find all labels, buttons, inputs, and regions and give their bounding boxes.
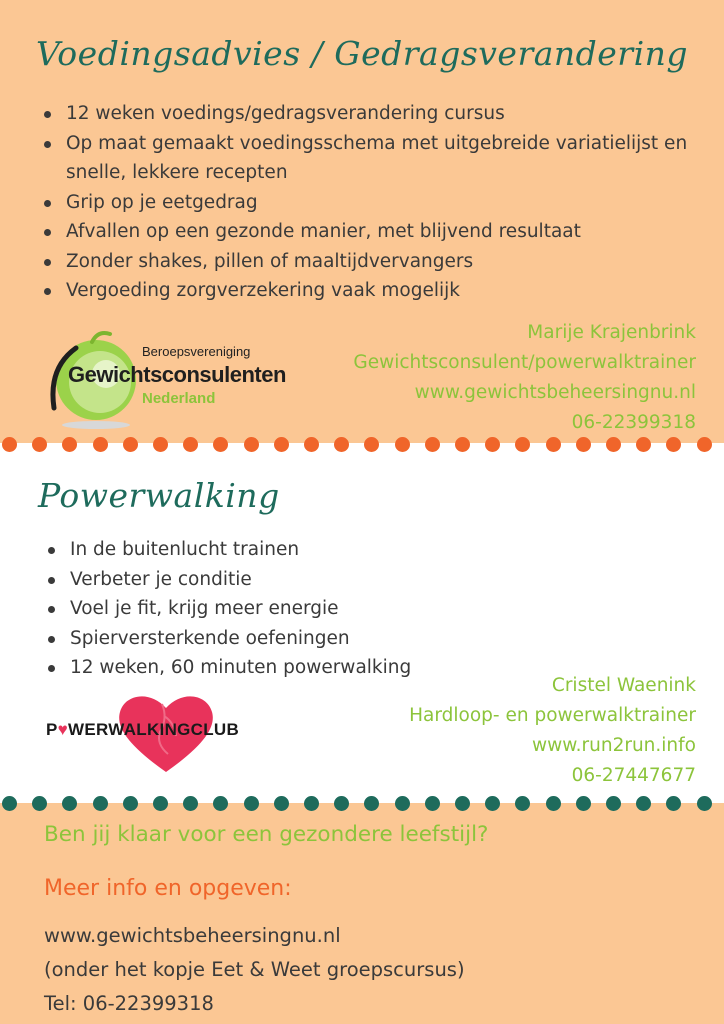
divider-dot	[364, 437, 379, 452]
contact-name: Cristel Waenink	[551, 675, 696, 696]
divider-dot	[213, 796, 228, 811]
divider-dot	[213, 437, 228, 452]
divider-dot	[93, 437, 108, 452]
divider-dot	[395, 437, 410, 452]
divider-dot	[244, 796, 259, 811]
list-item: Op maat gemaakt voedingsschema met uitgebreide variatielijst en snelle, lekkere recepten	[40, 129, 710, 188]
divider-dot	[153, 796, 168, 811]
divider-dot	[123, 796, 138, 811]
dotted-divider-teal	[0, 796, 724, 812]
cta-website[interactable]: www.gewichtsbeheersingnu.nl	[44, 924, 341, 947]
divider-dot	[153, 437, 168, 452]
divider-dot	[485, 437, 500, 452]
contact-phone: 06-22399318	[571, 412, 696, 433]
divider-dot	[666, 437, 681, 452]
divider-dot	[425, 437, 440, 452]
divider-dot	[183, 437, 198, 452]
logo-line-3: Nederland	[142, 390, 216, 407]
dotted-divider-orange	[0, 437, 724, 453]
divider-dot	[636, 796, 651, 811]
divider-dot	[697, 437, 712, 452]
logo-line-2: Gewichtsconsulenten	[68, 362, 286, 387]
list-item: 12 weken, 60 minuten powerwalking	[44, 653, 504, 683]
small-heart-icon: ♥	[57, 720, 69, 739]
contact-website[interactable]: www.gewichtsbeheersingnu.nl	[414, 382, 696, 403]
divider-dot	[364, 796, 379, 811]
divider-dot	[666, 796, 681, 811]
list-item: Spierversterkende oefeningen	[44, 624, 504, 654]
divider-dot	[334, 796, 349, 811]
divider-dot	[244, 437, 259, 452]
divider-dot	[304, 437, 319, 452]
contact-role: Hardloop- en powerwalktrainer	[409, 705, 696, 726]
divider-dot	[455, 796, 470, 811]
nutrition-contact	[353, 318, 696, 438]
divider-dot	[425, 796, 440, 811]
powerwalking-title: Powerwalking	[38, 476, 280, 515]
powerwalking-bullets	[44, 535, 504, 683]
divider-dot	[515, 796, 530, 811]
divider-dot	[606, 437, 621, 452]
divider-dot	[455, 437, 470, 452]
divider-dot	[546, 437, 561, 452]
contact-phone: 06-27447677	[571, 765, 696, 786]
divider-dot	[2, 437, 17, 452]
logo-line-1: Beroepsvereniging	[142, 344, 251, 359]
divider-dot	[274, 796, 289, 811]
divider-dot	[576, 437, 591, 452]
divider-dot	[636, 437, 651, 452]
divider-dot	[485, 796, 500, 811]
nutrition-bullets	[40, 99, 710, 306]
list-item: Grip op je eetgedrag	[40, 188, 710, 218]
contact-name: Marije Krajenbrink	[527, 322, 696, 343]
divider-dot	[304, 796, 319, 811]
divider-dot	[576, 796, 591, 811]
contact-role: Gewichtsconsulent/powerwalktrainer	[353, 352, 696, 373]
list-item: In de buitenlucht trainen	[44, 535, 504, 565]
cta-note: (onder het kopje Eet & Weet groepscursus)	[44, 958, 465, 981]
powerwalkingclub-logo	[46, 692, 286, 774]
divider-dot	[32, 437, 47, 452]
list-item: Vergoeding zorgverzekering vaak mogelijk	[40, 276, 710, 306]
list-item: Zonder shakes, pillen of maaltijdvervangers	[40, 247, 710, 277]
divider-dot	[123, 437, 138, 452]
cta-heading: Meer info en opgeven:	[44, 876, 292, 901]
divider-dot	[62, 796, 77, 811]
cta-question: Ben jij klaar voor een gezondere leefstijl?	[44, 822, 489, 847]
divider-dot	[93, 796, 108, 811]
divider-dot	[62, 437, 77, 452]
cta-lines	[44, 919, 465, 1021]
divider-dot	[183, 796, 198, 811]
divider-dot	[546, 796, 561, 811]
divider-dot	[334, 437, 349, 452]
list-item: Afvallen op een gezonde manier, met blijvend resultaat	[40, 217, 710, 247]
logo-wordmark: P♥WERWALKINGCLUB	[46, 720, 240, 739]
divider-dot	[515, 437, 530, 452]
divider-dot	[274, 437, 289, 452]
list-item: Voel je fit, krijg meer energie	[44, 594, 504, 624]
divider-dot	[697, 796, 712, 811]
divider-dot	[2, 796, 17, 811]
nutrition-title: Voedingsadvies / Gedragsverandering	[36, 34, 689, 73]
contact-website[interactable]: www.run2run.info	[531, 735, 696, 756]
list-item: Verbeter je conditie	[44, 565, 504, 595]
bvg-logo	[40, 328, 290, 430]
divider-dot	[395, 796, 410, 811]
list-item: 12 weken voedings/gedragsverandering cursus	[40, 99, 710, 129]
divider-dot	[32, 796, 47, 811]
cta-phone: Tel: 06-22399318	[44, 992, 214, 1015]
divider-dot	[606, 796, 621, 811]
powerwalking-contact	[409, 671, 696, 791]
